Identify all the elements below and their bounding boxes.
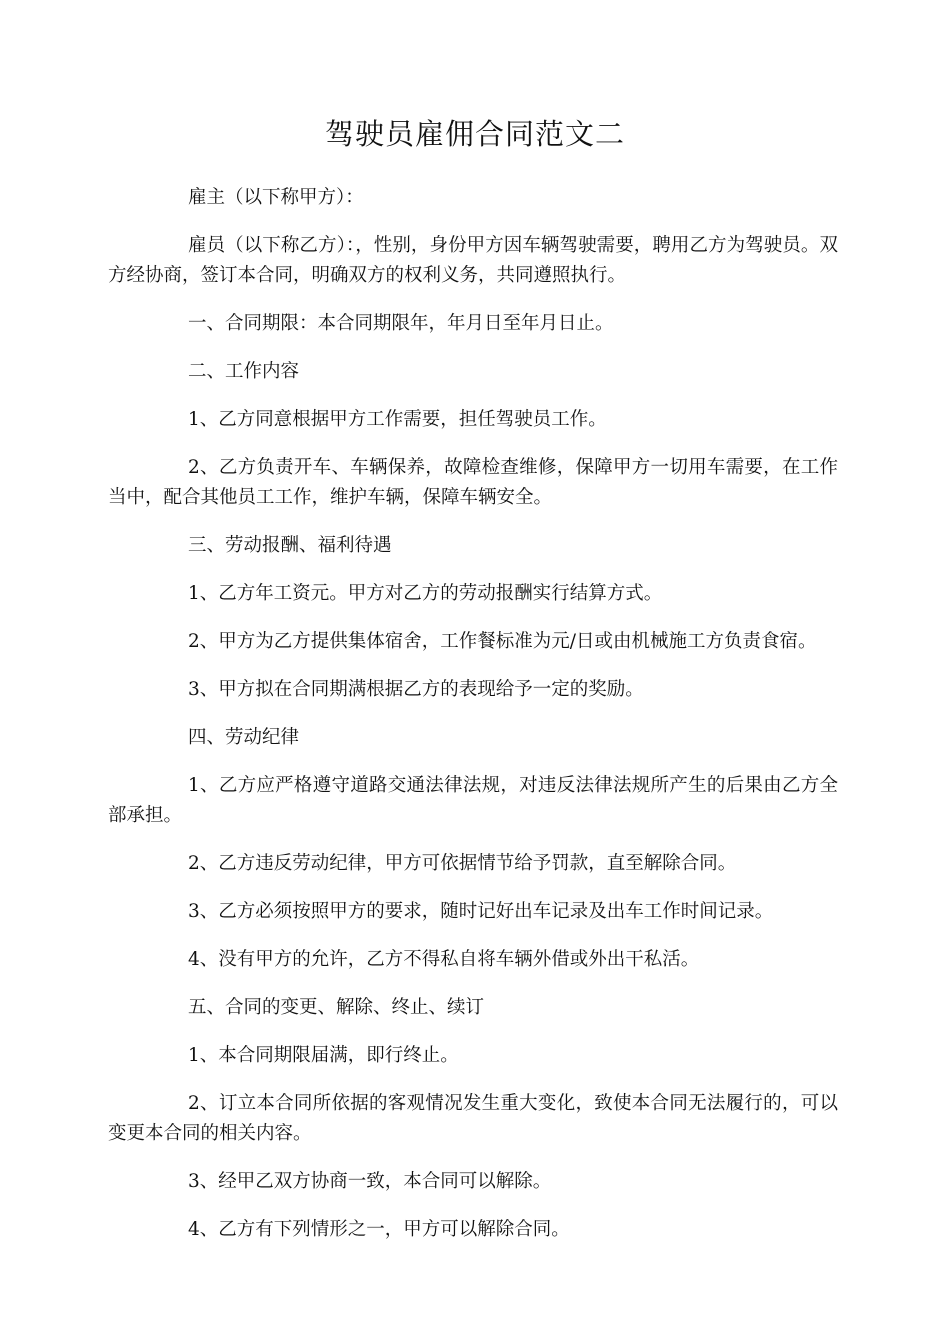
document-title: 驾驶员雇佣合同范文二 — [324, 117, 625, 151]
paragraph-employee: 雇员（以下称乙方）：，性别，身份甲方因车辆驾驶需要，聘用乙方为驾驶员。双方经协商，签订本合同，明确双方的权利义务，共同遵照执行。 — [108, 235, 838, 286]
paragraph-pay-1: 1、乙方年工资元。甲方对乙方的劳动报酬实行结算方式。 — [188, 583, 663, 604]
paragraph-pay-2: 2、甲方为乙方提供集体宿舍，工作餐标准为元/日或由机械施工方负责食宿。 — [188, 631, 817, 652]
paragraph-discipline-4: 4、没有甲方的允许，乙方不得私自将车辆外借或外出干私活。 — [188, 949, 700, 970]
paragraph-change-4: 4、乙方有下列情形之一，甲方可以解除合同。 — [188, 1219, 570, 1240]
paragraph-work-2: 2、乙方负责开车、车辆保养，故障检查维修，保障甲方一切用车需要，在工作当中，配合其他员工工作，维护车辆，保障车辆安全。 — [108, 457, 838, 508]
paragraph-discipline-3: 3、乙方必须按照甲方的要求，随时记好出车记录及出车工作时间记录。 — [188, 901, 774, 922]
paragraph-change-2: 2、订立本合同所依据的客观情况发生重大变化，致使本合同无法履行的，可以变更本合同的相关内容。 — [108, 1093, 838, 1144]
section-heading-contract-change: 五、合同的变更、解除、终止、续订 — [188, 997, 485, 1018]
section-heading-pay: 三、劳动报酬、福利待遇 — [188, 535, 392, 556]
paragraph-work-1: 1、乙方同意根据甲方工作需要，担任驾驶员工作。 — [188, 409, 607, 430]
document-body — [108, 183, 838, 1263]
paragraph-change-1: 1、本合同期限届满，即行终止。 — [188, 1045, 459, 1066]
section-heading-work: 二、工作内容 — [188, 361, 300, 382]
paragraph-pay-3: 3、甲方拟在合同期满根据乙方的表现给予一定的奖励。 — [188, 679, 644, 700]
paragraph-discipline-2: 2、乙方违反劳动纪律，甲方可依据情节给予罚款，直至解除合同。 — [188, 853, 737, 874]
paragraph-discipline-1: 1、乙方应严格遵守道路交通法律法规，对违反法律法规所产生的后果由乙方全部承担。 — [108, 775, 838, 826]
paragraph-employer: 雇主（以下称甲方）： — [188, 187, 364, 208]
paragraph-change-3: 3、经甲乙双方协商一致，本合同可以解除。 — [188, 1171, 552, 1192]
paragraph-term: 一、合同期限：本合同期限年，年月日至年月日止。 — [188, 313, 614, 334]
section-heading-discipline: 四、劳动纪律 — [188, 727, 300, 748]
